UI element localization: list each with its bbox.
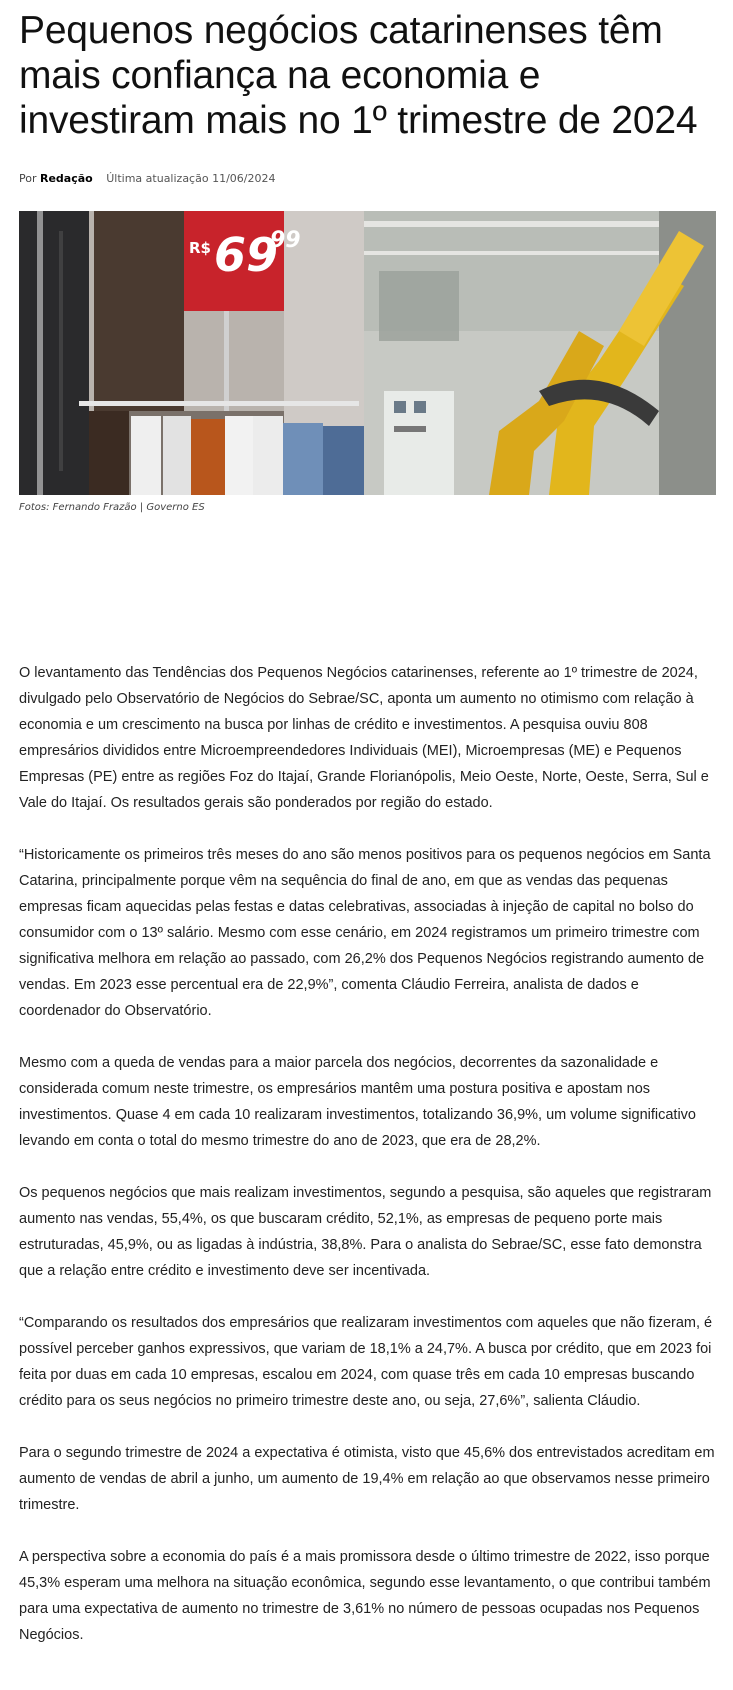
paragraph: “Historicamente os primeiros três meses do ano são menos positivos para os pequenos negócios em Santa Catarina, principalmente porque vêm na sequência do final de ano, em que as vendas das pequenas empresas ficam aquecidas pelas festas e datas celebrativas, associadas à injeção de capital no bolso do consumidor com o 13º salário. Mesmo com esse cenário, em 2024 registramos um primeiro trimestre com significativa melhora em relação ao passado, com 26,2% dos Pequenos Negócios registrando aumento de vendas. Em 2023 esse percentual era de 22,9%”, comenta Cláudio Ferreira, analista de dados e coordenador do Observatório. [19, 847, 711, 1019]
author-link[interactable]: Redação [40, 172, 93, 185]
article-hero-image [19, 211, 716, 495]
price-cents: 99 [270, 228, 301, 253]
price-integer: 69 [214, 228, 279, 282]
image-caption: Fotos: Fernando Frazão | Governo ES [19, 502, 205, 513]
article-body [19, 660, 719, 1674]
article [19, 0, 716, 1643]
industrial-robot-photo [364, 211, 716, 495]
paragraph: A perspectiva sobre a economia do país é a mais promissora desde o último trimestre de 2022, isso porque 45,3% esperam uma melhora na situação econômica, segundo esse levantamento, o que contribui também para uma expectativa de aumento no trimestre de 3,61% no número de pessoas ocupadas nos Pequenos Negócios. [19, 1549, 711, 1643]
updated-date: Última atualização 11/06/2024 [106, 172, 276, 185]
price-currency: R$ [189, 239, 211, 257]
paragraph: Os pequenos negócios que mais realizam investimentos, segundo a pesquisa, são aqueles que registraram aumento nas vendas, 55,4%, os que buscaram crédito, 52,1%, as empresas de pequeno porte mais estruturadas, 45,9%, ou as ligadas à indústria, 38,8%. Para o analista do Sebrae/SC, esse fato demonstra que a relação entre crédito e investimento deve ser incentivada. [19, 1185, 712, 1279]
byline-prefix: Por [19, 172, 37, 185]
paragraph: O levantamento das Tendências dos Pequenos Negócios catarinenses, referente ao 1º trimestre de 2024, divulgado pelo Observatório de Negócios do Sebrae/SC, aponta um aumento no otimismo com relação à economia e um crescimento na busca por linhas de crédito e investimentos. A pesquisa ouviu 808 empresários divididos entre Microempreendedores Individuais (MEI), Microempresas (ME) e Pequenos Empresas (PE) entre as regiões Foz do Itajaí, Grande Florianópolis, Meio Oeste, Norte, Oeste, Serra, Sul e Vale do Itajaí. Os resultados gerais são ponderados por região do estado. [19, 665, 709, 811]
article-title: Pequenos negócios catarinenses têm mais confiança na economia e investiram mais no 1º trimestre de 2024 [19, 9, 698, 142]
paragraph: “Comparando os resultados dos empresários que realizaram investimentos com aqueles que não fizeram, é possível perceber ganhos expressivos, que variam de 18,1% a 24,7%. A busca por crédito, que em 2023 foi feita por duas em cada 10 empresas, escalou em 2024, com quase três em cada 10 empresas buscando crédito para os seus negócios no primeiro trimestre deste ano, ou seja, 27,6%”, salienta Cláudio. [19, 1315, 713, 1409]
paragraph: Para o segundo trimestre de 2024 a expectativa é otimista, visto que 45,6% dos entrevistados acreditam em aumento de vendas de abril a junho, um aumento de 19,4% em relação ao que observamos nesse primeiro trimestre. [19, 1445, 715, 1513]
paragraph: Mesmo com a queda de vendas para a maior parcela dos negócios, decorrentes da sazonalidade e considerada comum neste trimestre, os empresários mantêm uma postura positiva e apostam nos investimentos. Quase 4 em cada 10 realizaram investimentos, totalizando 36,9%, um volume significativo levando em conta o total do mesmo trimestre do ano de 2023, que era de 28,2%. [19, 1055, 696, 1149]
article-meta [19, 172, 275, 185]
